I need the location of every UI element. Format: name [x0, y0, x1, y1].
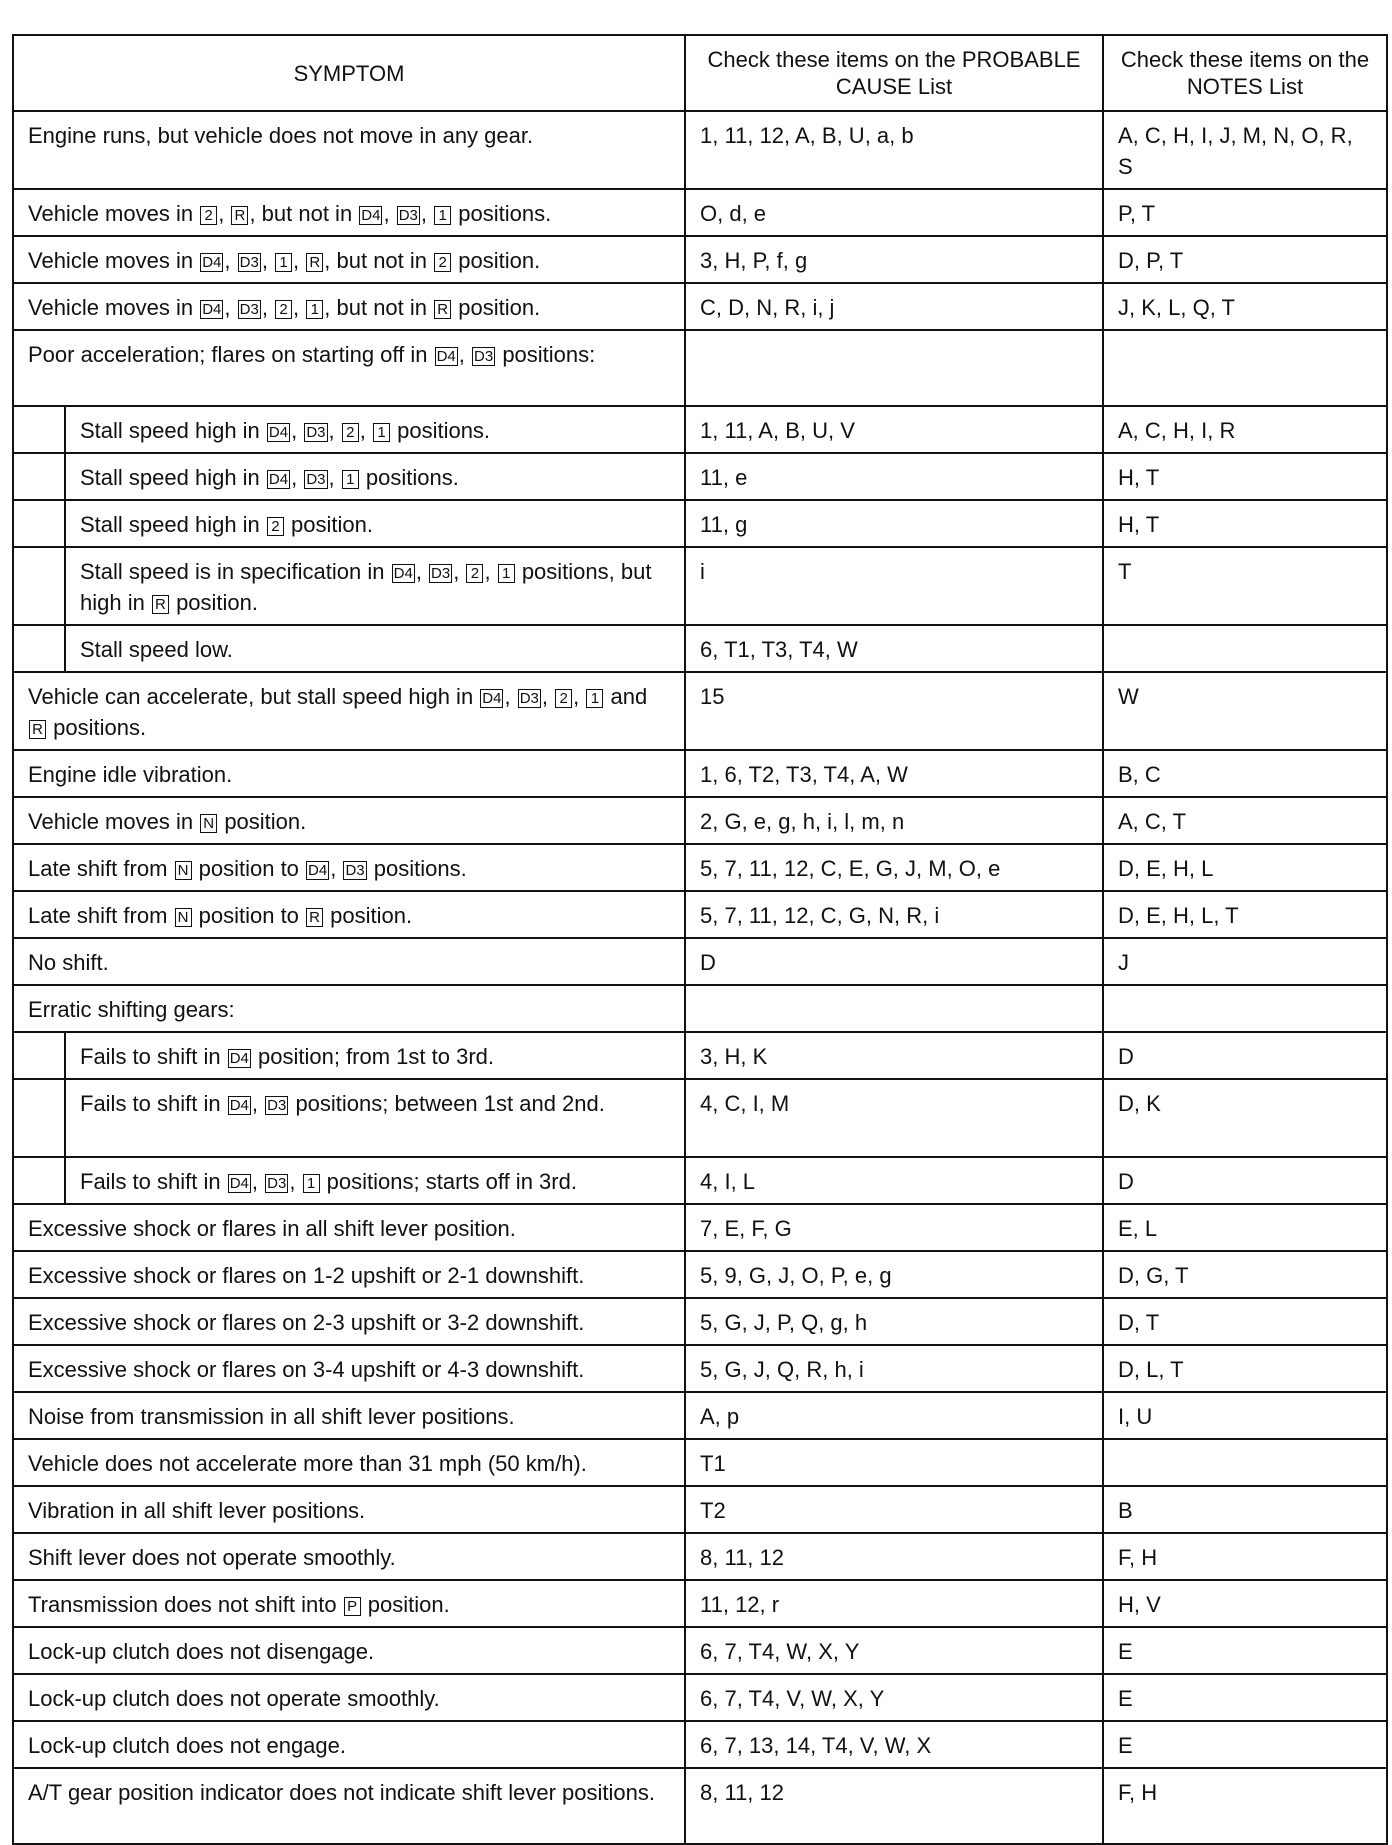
probable-cause-cell: 6, 7, T4, W, X, Y	[685, 1627, 1103, 1674]
shift-position-symbol: 1	[498, 564, 515, 583]
table-row	[13, 1533, 1387, 1580]
notes-cell: A, C, T	[1103, 797, 1387, 844]
symptom-cell: Vehicle can accelerate, but stall speed high in D4 , D3 , 2 , 1 and R positions.	[13, 672, 685, 750]
symptom-cell: Late shift from N position to D4 , D3 positions.	[13, 844, 685, 891]
symptom-cell: Late shift from N position to R position.	[13, 891, 685, 938]
symptom-cell: Transmission does not shift into P position.	[13, 1580, 685, 1627]
shift-position-symbol: 1	[373, 423, 390, 442]
table-row	[13, 500, 1387, 547]
sub-symptom-text: Fails to shift in D4 , D3 positions; between 1st and 2nd.	[64, 1080, 670, 1156]
symptom-table	[12, 34, 1388, 1845]
notes-cell: E	[1103, 1674, 1387, 1721]
notes-cell: E	[1103, 1627, 1387, 1674]
troubleshooting-table-sheet	[12, 34, 1386, 1845]
probable-cause-cell: 15	[685, 672, 1103, 750]
shift-position-symbol: 2	[275, 300, 292, 319]
symptom-cell: Lock-up clutch does not operate smoothly.	[13, 1674, 685, 1721]
probable-cause-cell: 7, E, F, G	[685, 1204, 1103, 1251]
table-row	[13, 1486, 1387, 1533]
table-row	[13, 1079, 1387, 1157]
symptom-cell: Vibration in all shift lever positions.	[13, 1486, 685, 1533]
header-probable-cause: Check these items on the PROBABLE CAUSE List	[685, 35, 1103, 111]
probable-cause-cell: 3, H, K	[685, 1032, 1103, 1079]
sub-symptom-text: Stall speed high in D4 , D3 , 1 positions.	[64, 454, 670, 499]
symptom-cell: A/T gear position indicator does not indicate shift lever positions.	[13, 1768, 685, 1844]
probable-cause-cell: i	[685, 547, 1103, 625]
probable-cause-cell: 5, 7, 11, 12, C, G, N, R, i	[685, 891, 1103, 938]
symptom-cell: Excessive shock or flares on 3-4 upshift or 4-3 downshift.	[13, 1345, 685, 1392]
table-row	[13, 1298, 1387, 1345]
symptom-cell	[13, 625, 685, 672]
symptom-cell: Lock-up clutch does not disengage.	[13, 1627, 685, 1674]
table-row	[13, 891, 1387, 938]
sub-symptom-text: Stall speed low.	[64, 626, 670, 671]
header-row	[13, 35, 1387, 111]
symptom-cell	[13, 547, 685, 625]
probable-cause-cell: 6, T1, T3, T4, W	[685, 625, 1103, 672]
shift-position-symbol: 1	[342, 470, 359, 489]
probable-cause-cell: 5, G, J, Q, R, h, i	[685, 1345, 1103, 1392]
notes-cell: P, T	[1103, 189, 1387, 236]
symptom-cell: Vehicle moves in 2 , R , but not in D4 , D3 , 1 positions.	[13, 189, 685, 236]
shift-position-symbol: 1	[303, 1174, 320, 1193]
shift-position-symbol: N	[175, 908, 192, 927]
probable-cause-cell: 6, 7, 13, 14, T4, V, W, X	[685, 1721, 1103, 1768]
notes-cell: T	[1103, 547, 1387, 625]
shift-position-symbol: D4	[202, 301, 222, 318]
sub-symptom-text: Stall speed high in D4 , D3 , 2 , 1 positions.	[64, 407, 670, 452]
shift-position-symbol: 1	[434, 206, 451, 225]
table-row	[13, 985, 1387, 1032]
sub-symptom-text: Fails to shift in D4 position; from 1st to 3rd.	[64, 1033, 670, 1078]
symptom-cell: Shift lever does not operate smoothly.	[13, 1533, 685, 1580]
notes-cell	[1103, 330, 1387, 406]
table-row	[13, 406, 1387, 453]
notes-cell: E, L	[1103, 1204, 1387, 1251]
symptom-cell: Lock-up clutch does not engage.	[13, 1721, 685, 1768]
notes-cell: B	[1103, 1486, 1387, 1533]
notes-cell: J, K, L, Q, T	[1103, 283, 1387, 330]
shift-position-symbol: R	[434, 300, 451, 319]
probable-cause-cell: 2, G, e, g, h, i, l, m, n	[685, 797, 1103, 844]
table-row	[13, 1392, 1387, 1439]
shift-position-symbol: N	[200, 814, 217, 833]
table-row	[13, 1157, 1387, 1204]
shift-position-symbol: D4	[393, 565, 413, 582]
table-row	[13, 844, 1387, 891]
shift-position-symbol: D4	[268, 424, 289, 441]
notes-cell	[1103, 985, 1387, 1032]
symptom-cell: Vehicle does not accelerate more than 31 mph (50 km/h).	[13, 1439, 685, 1486]
notes-cell: D, P, T	[1103, 236, 1387, 283]
shift-position-symbol: 2	[267, 517, 284, 536]
probable-cause-cell: T1	[685, 1439, 1103, 1486]
probable-cause-cell: 11, g	[685, 500, 1103, 547]
probable-cause-cell: 8, 11, 12	[685, 1768, 1103, 1844]
notes-cell: D, L, T	[1103, 1345, 1387, 1392]
notes-cell: A, C, H, I, J, M, N, O, R, S	[1103, 111, 1387, 189]
shift-position-symbol: D3	[519, 690, 539, 707]
notes-cell: D	[1103, 1157, 1387, 1204]
notes-cell	[1103, 1439, 1387, 1486]
shift-position-symbol: 1	[586, 689, 603, 708]
shift-position-symbol: D3	[398, 207, 418, 224]
shift-position-symbol: D4	[229, 1097, 249, 1114]
symptom-cell: Engine idle vibration.	[13, 750, 685, 797]
table-row	[13, 625, 1387, 672]
sub-symptom-text: Stall speed is in specification in D4 , D3 , 2 , 1 positions, but high in R position.	[64, 548, 670, 624]
probable-cause-cell: O, d, e	[685, 189, 1103, 236]
shift-position-symbol: D3	[306, 424, 326, 441]
shift-position-symbol: R	[29, 720, 46, 739]
shift-position-symbol: D3	[239, 254, 259, 271]
shift-position-symbol: D3	[306, 471, 326, 488]
shift-position-symbol: N	[175, 861, 192, 880]
table-row	[13, 1674, 1387, 1721]
table-row	[13, 1345, 1387, 1392]
probable-cause-cell: 4, C, I, M	[685, 1079, 1103, 1157]
table-row	[13, 1627, 1387, 1674]
symptom-cell	[13, 1079, 685, 1157]
symptom-cell: Excessive shock or flares in all shift lever position.	[13, 1204, 685, 1251]
shift-position-symbol: 2	[200, 206, 217, 225]
symptom-cell: Noise from transmission in all shift lever positions.	[13, 1392, 685, 1439]
shift-position-symbol: D3	[474, 348, 494, 365]
table-row	[13, 797, 1387, 844]
probable-cause-cell: 1, 6, T2, T3, T4, A, W	[685, 750, 1103, 797]
notes-cell: H, V	[1103, 1580, 1387, 1627]
probable-cause-cell: 8, 11, 12	[685, 1533, 1103, 1580]
symptom-cell: Excessive shock or flares on 2-3 upshift or 3-2 downshift.	[13, 1298, 685, 1345]
symptom-cell: Engine runs, but vehicle does not move in any gear.	[13, 111, 685, 189]
probable-cause-cell: 5, 7, 11, 12, C, E, G, J, M, O, e	[685, 844, 1103, 891]
shift-position-symbol: D4	[229, 1050, 249, 1067]
notes-cell: E	[1103, 1721, 1387, 1768]
notes-cell: I, U	[1103, 1392, 1387, 1439]
shift-position-symbol: 2	[555, 689, 572, 708]
shift-position-symbol: D3	[267, 1175, 287, 1192]
symptom-cell: Vehicle moves in D4 , D3 , 1 , R , but not in 2 position.	[13, 236, 685, 283]
shift-position-symbol: D4	[229, 1175, 249, 1192]
notes-cell: A, C, H, I, R	[1103, 406, 1387, 453]
notes-cell: F, H	[1103, 1768, 1387, 1844]
symptom-cell: Excessive shock or flares on 1-2 upshift or 2-1 downshift.	[13, 1251, 685, 1298]
notes-cell: W	[1103, 672, 1387, 750]
symptom-cell: Poor acceleration; flares on starting off in D4 , D3 positions:	[13, 330, 685, 406]
table-row	[13, 1580, 1387, 1627]
probable-cause-cell	[685, 985, 1103, 1032]
table-row	[13, 1251, 1387, 1298]
shift-position-symbol: D4	[361, 207, 381, 224]
probable-cause-cell: 11, 12, r	[685, 1580, 1103, 1627]
probable-cause-cell: 1, 11, A, B, U, V	[685, 406, 1103, 453]
shift-position-symbol: D3	[239, 301, 259, 318]
table-row	[13, 1439, 1387, 1486]
table-row	[13, 1768, 1387, 1844]
probable-cause-cell: 5, G, J, P, Q, g, h	[685, 1298, 1103, 1345]
table-row	[13, 283, 1387, 330]
notes-cell: B, C	[1103, 750, 1387, 797]
table-row	[13, 938, 1387, 985]
notes-cell: F, H	[1103, 1533, 1387, 1580]
shift-position-symbol: 1	[306, 300, 323, 319]
probable-cause-cell: D	[685, 938, 1103, 985]
shift-position-symbol: P	[344, 1597, 361, 1616]
symptom-cell: Vehicle moves in N position.	[13, 797, 685, 844]
shift-position-symbol: D4	[268, 471, 289, 488]
sub-symptom-text: Fails to shift in D4 , D3 , 1 positions; starts off in 3rd.	[64, 1158, 670, 1203]
table-row	[13, 547, 1387, 625]
shift-position-symbol: R	[231, 206, 248, 225]
symptom-cell	[13, 1157, 685, 1204]
probable-cause-cell: 4, I, L	[685, 1157, 1103, 1204]
shift-position-symbol: D3	[267, 1097, 287, 1114]
notes-cell: D, E, H, L	[1103, 844, 1387, 891]
shift-position-symbol: 1	[275, 253, 292, 272]
table-row	[13, 1204, 1387, 1251]
shift-position-symbol: D4	[202, 254, 222, 271]
shift-position-symbol: 2	[434, 253, 451, 272]
probable-cause-cell: 6, 7, T4, V, W, X, Y	[685, 1674, 1103, 1721]
header-notes: Check these items on the NOTES List	[1103, 35, 1387, 111]
shift-position-symbol: R	[306, 908, 323, 927]
notes-cell	[1103, 625, 1387, 672]
symptom-cell	[13, 1032, 685, 1079]
notes-cell: J	[1103, 938, 1387, 985]
shift-position-symbol: R	[152, 595, 169, 614]
probable-cause-cell: T2	[685, 1486, 1103, 1533]
probable-cause-cell: 1, 11, 12, A, B, U, a, b	[685, 111, 1103, 189]
table-row	[13, 189, 1387, 236]
table-row	[13, 672, 1387, 750]
shift-position-symbol: 2	[466, 564, 483, 583]
table-row	[13, 111, 1387, 189]
probable-cause-cell: 11, e	[685, 453, 1103, 500]
notes-cell: D, K	[1103, 1079, 1387, 1157]
notes-cell: D, G, T	[1103, 1251, 1387, 1298]
notes-cell: H, T	[1103, 500, 1387, 547]
notes-cell: D, T	[1103, 1298, 1387, 1345]
probable-cause-cell	[685, 330, 1103, 406]
shift-position-symbol: 2	[342, 423, 359, 442]
table-row	[13, 236, 1387, 283]
notes-cell: D	[1103, 1032, 1387, 1079]
probable-cause-cell: C, D, N, R, i, j	[685, 283, 1103, 330]
symptom-cell	[13, 406, 685, 453]
symptom-cell: Erratic shifting gears:	[13, 985, 685, 1032]
symptom-cell	[13, 453, 685, 500]
table-row	[13, 1032, 1387, 1079]
symptom-cell	[13, 500, 685, 547]
notes-cell: D, E, H, L, T	[1103, 891, 1387, 938]
probable-cause-cell: 3, H, P, f, g	[685, 236, 1103, 283]
probable-cause-cell: 5, 9, G, J, O, P, e, g	[685, 1251, 1103, 1298]
shift-position-symbol: D4	[436, 348, 456, 365]
shift-position-symbol: D3	[431, 565, 451, 582]
table-row	[13, 1721, 1387, 1768]
table-row	[13, 750, 1387, 797]
table-row	[13, 453, 1387, 500]
probable-cause-cell: A, p	[685, 1392, 1103, 1439]
sub-symptom-text: Stall speed high in 2 position.	[64, 501, 670, 546]
shift-position-symbol: D3	[345, 862, 365, 879]
header-symptom: SYMPTOM	[13, 35, 685, 111]
shift-position-symbol: D4	[308, 862, 328, 879]
shift-position-symbol: D4	[482, 690, 502, 707]
symptom-cell: No shift.	[13, 938, 685, 985]
table-body	[13, 111, 1387, 1844]
symptom-cell: Vehicle moves in D4 , D3 , 2 , 1 , but not in R position.	[13, 283, 685, 330]
table-row	[13, 330, 1387, 406]
notes-cell: H, T	[1103, 453, 1387, 500]
shift-position-symbol: R	[306, 253, 323, 272]
